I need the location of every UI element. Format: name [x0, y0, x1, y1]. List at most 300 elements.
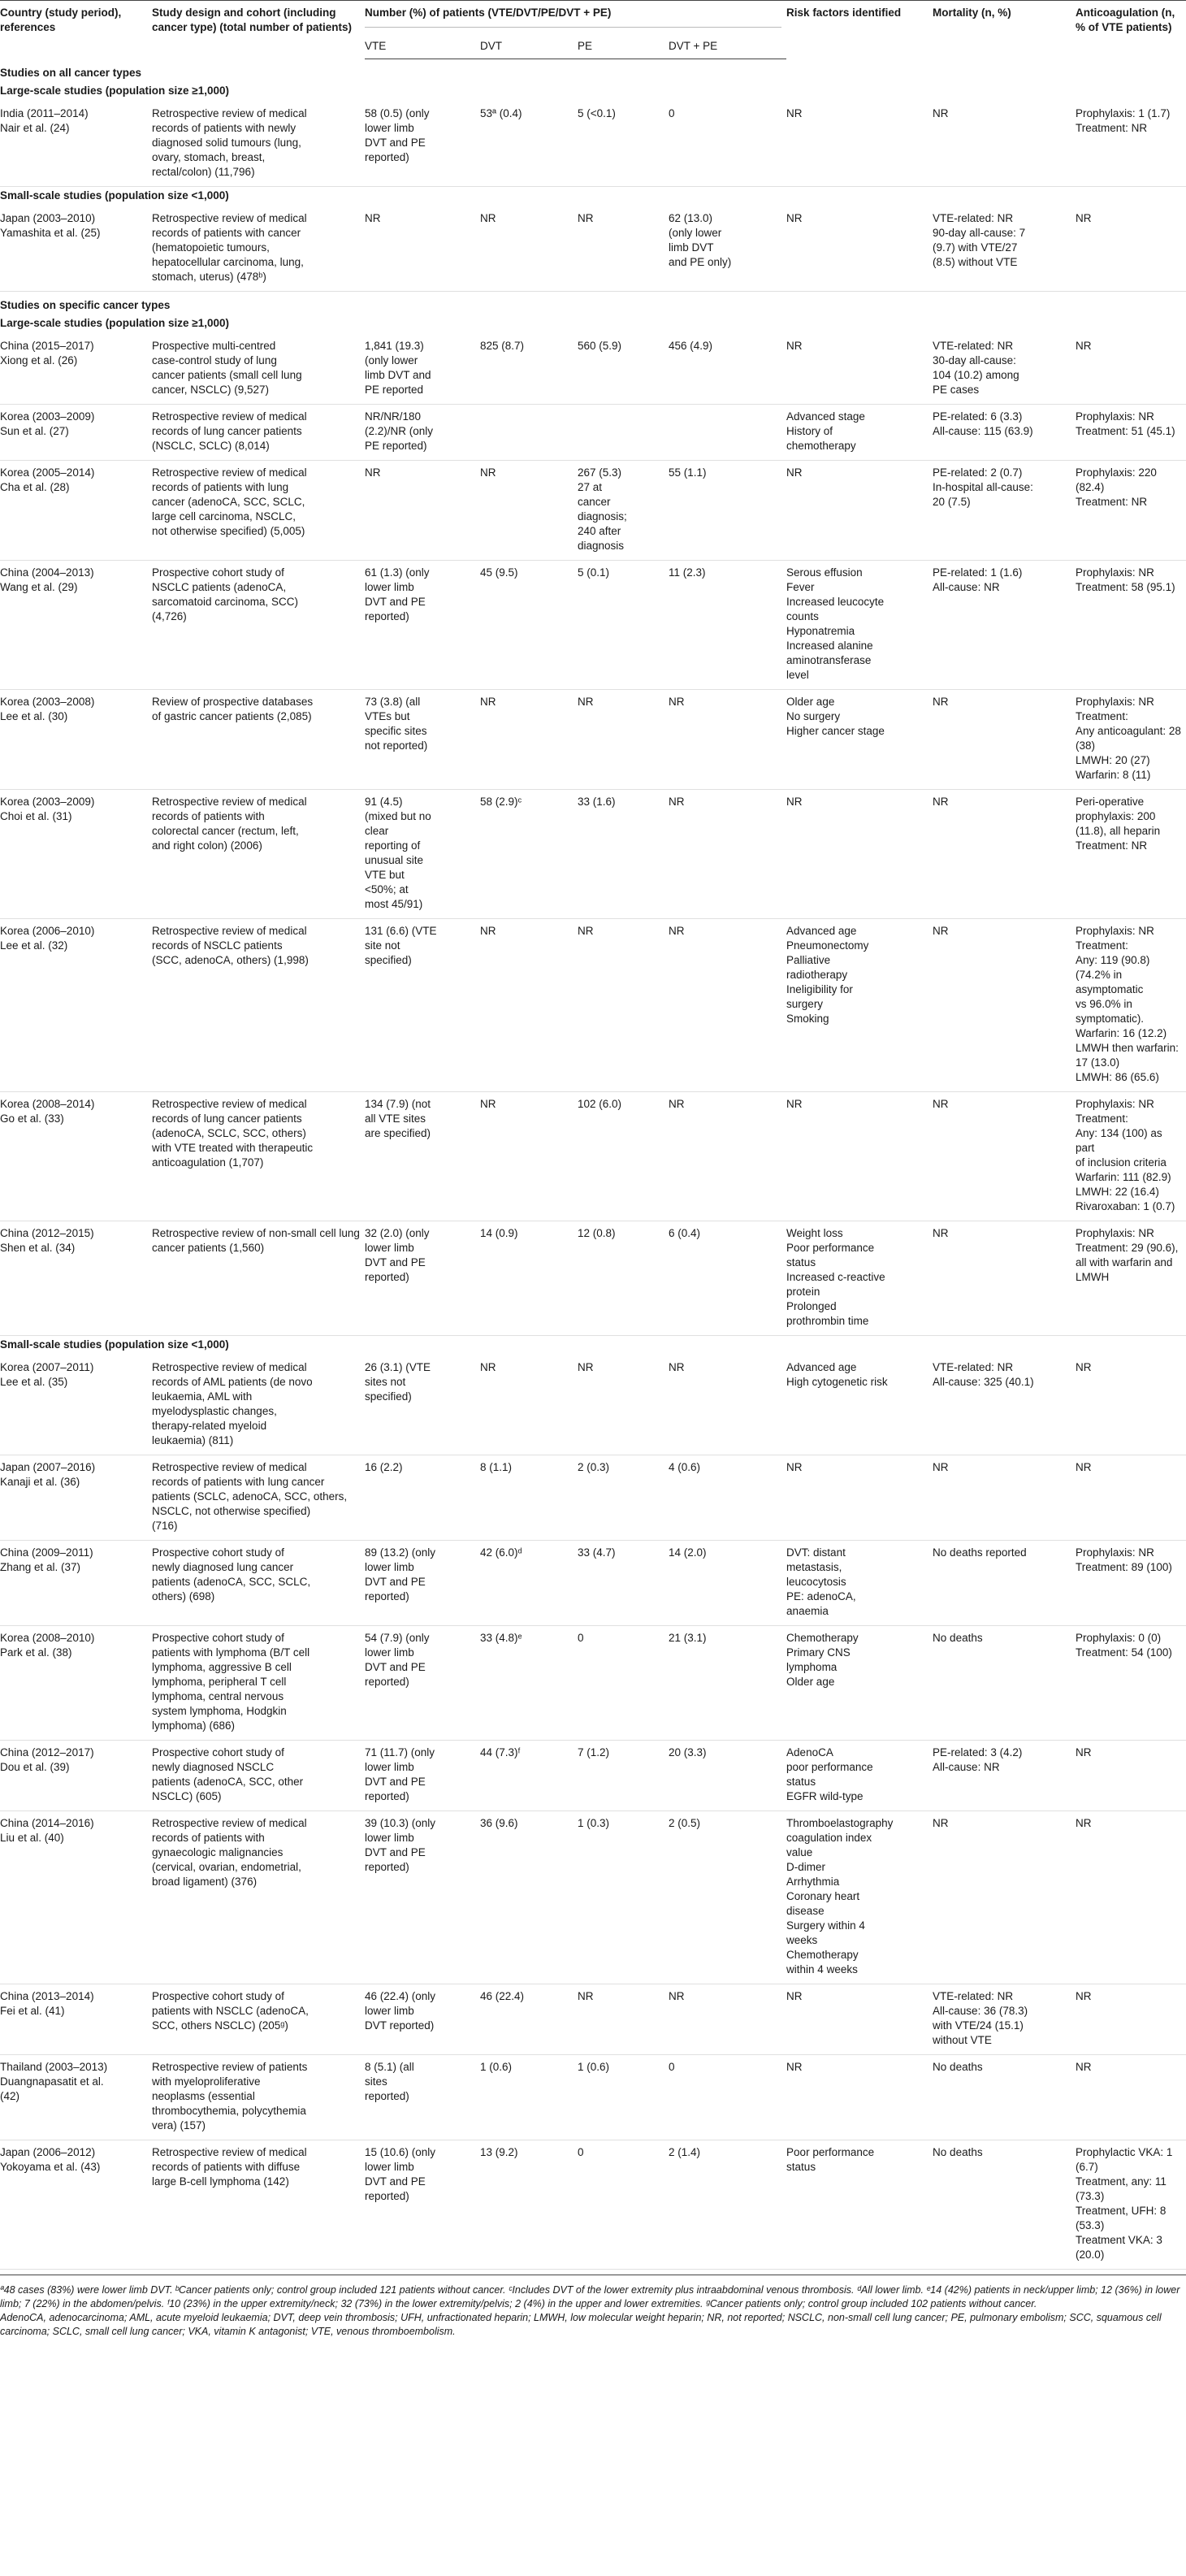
cell-design	[152, 1455, 365, 1541]
cell-line: Increased leucocyte	[786, 596, 885, 608]
cell-line: Shen et al. (34)	[0, 1242, 76, 1254]
col-header-risk: Risk factors identified	[786, 1, 933, 59]
cell-line: case-control study of lung	[152, 354, 277, 366]
cell-line: No deaths reported	[933, 1546, 1027, 1559]
cell-line: Chemotherapy	[786, 1949, 859, 1961]
cell-mortality	[933, 1092, 1076, 1221]
cell-line: Treatment: NR	[1076, 496, 1148, 508]
cell-mortality	[933, 461, 1076, 561]
cell-line: Ineligibility for	[786, 983, 853, 995]
col-header-country: Country (study period), references	[0, 1, 152, 59]
header-row	[0, 1, 1186, 35]
cell-line: all VTE sites	[365, 1112, 426, 1125]
subsection-title: Small-scale studies (population size <1,000)	[0, 189, 229, 202]
cell-line: China (2012–2015)	[0, 1227, 94, 1239]
cell-line: (only lower	[669, 227, 722, 239]
cell-line: all with warfarin and	[1076, 1256, 1173, 1268]
cell-line: 58 (0.5) (only	[365, 107, 430, 119]
cell-line: neoplasms (essential	[152, 2090, 255, 2102]
cell-line: DVT and PE	[365, 137, 426, 149]
cell-line: Park et al. (38)	[0, 1646, 72, 1659]
cell-anticoag	[1076, 919, 1186, 1092]
cell-line: NR	[365, 466, 381, 479]
cell-line: China (2004–2013)	[0, 566, 94, 579]
cell-country	[0, 561, 152, 690]
footnote: AdenoCA, adenocarcinoma; AML, acute myeloid leukaemia; DVT, deep vein thrombosis; UFH, unfractionated heparin; LMWH, low molecular weight heparin; NR, not reported; NSCLC, non-small cell lung cancer; PE, pulmonary embolism; SCC, squamous cell carcinoma; SCLC, small cell lung cancer; VKA, vitamin K antagonist; VTE, venous thromboembolism.	[0, 2312, 1162, 2337]
cell-country	[0, 334, 152, 405]
cell-line: Surgery within 4	[786, 1919, 865, 1932]
cell-dvtpe	[669, 790, 786, 919]
cell-line: lower limb	[365, 1832, 414, 1844]
col-header-design: Study design and cohort (including cancer type) (total number of patients)	[152, 1, 365, 59]
cell-line: Nair et al. (24)	[0, 122, 70, 134]
cell-mortality	[933, 334, 1076, 405]
cell-line: Retrospective review of medical	[152, 925, 307, 937]
subheader-pe: PE	[578, 34, 669, 59]
cell-line: VTE-related: NR	[933, 212, 1014, 224]
cell-line: Korea (2005–2014)	[0, 466, 95, 479]
cell-line: VTE-related: NR	[933, 340, 1014, 352]
cell-line: Warfarin: 8 (11)	[1076, 769, 1151, 781]
cell-line: Retrospective review of medical	[152, 466, 307, 479]
cell-anticoag	[1076, 1984, 1186, 2055]
cell-line: NR	[578, 212, 594, 224]
cell-risk	[786, 1541, 933, 1626]
cell-line: 91 (4.5)	[365, 796, 403, 808]
cell-line: records of AML patients (de novo	[152, 1376, 313, 1388]
cell-line: level	[786, 669, 809, 681]
cell-line: DVT and PE	[365, 1846, 426, 1858]
cell-line: specific sites	[365, 725, 427, 737]
cell-line: NR	[480, 1098, 496, 1110]
cell-line: (42)	[0, 2090, 20, 2102]
cell-line: 1 (0.3)	[578, 1817, 610, 1829]
cell-risk	[786, 919, 933, 1092]
cell-line: No surgery	[786, 710, 841, 722]
cell-line: (mixed but no	[365, 810, 431, 822]
cell-line: VTE but	[365, 869, 405, 881]
cell-line: 1 (0.6)	[578, 2061, 610, 2073]
table-row	[0, 334, 1186, 405]
cell-line: All-cause: NR	[933, 581, 1000, 593]
cell-line: records of patients with lung	[152, 481, 289, 493]
cell-line: reported)	[365, 1676, 409, 1688]
cell-pe	[578, 405, 669, 461]
cell-dvtpe	[669, 2055, 786, 2140]
cell-line: NR	[578, 696, 594, 708]
cell-line: ovary, stomach, breast,	[152, 151, 266, 163]
cell-line: 44 (7.3)ᶠ	[480, 1746, 521, 1759]
cell-dvt	[480, 334, 578, 405]
cell-country	[0, 1541, 152, 1626]
subsection-heading	[0, 187, 1186, 207]
cell-line: DVT and PE	[365, 596, 426, 608]
cell-line: Retrospective review of medical	[152, 1461, 307, 1473]
cell-line: Weight loss	[786, 1227, 843, 1239]
cell-line: records of lung cancer patients	[152, 1112, 302, 1125]
cell-design	[152, 1092, 365, 1221]
cell-design	[152, 334, 365, 405]
cell-anticoag	[1076, 1811, 1186, 1984]
cell-line: thrombocythemia, polycythemia	[152, 2105, 306, 2117]
cell-line: Treatment: 58 (95.1)	[1076, 581, 1175, 593]
cell-line: PE cases	[933, 384, 980, 396]
cell-line: sites	[365, 2075, 387, 2088]
cell-line: DVT and PE	[365, 1776, 426, 1788]
cell-line: Treatment:	[1076, 710, 1128, 722]
cell-mortality	[933, 690, 1076, 790]
table-row	[0, 1455, 1186, 1541]
cell-line: Poor performance	[786, 1242, 875, 1254]
cell-line: Treatment: 54 (100)	[1076, 1646, 1172, 1659]
cell-line: 55 (1.1)	[669, 466, 707, 479]
cell-line: Treatment, any: 11	[1076, 2175, 1167, 2188]
cell-line: anticoagulation (1,707)	[152, 1156, 264, 1169]
cell-line: Rivaroxaban: 1 (0.7)	[1076, 1200, 1175, 1212]
cell-vte	[365, 1355, 480, 1455]
cell-mortality	[933, 561, 1076, 690]
cell-line: Advanced age	[786, 925, 857, 937]
cell-country	[0, 1355, 152, 1455]
cell-pe	[578, 2140, 669, 2270]
cell-risk	[786, 334, 933, 405]
cell-line: poor performance	[786, 1761, 873, 1773]
cell-line: LMWH: 22 (16.4)	[1076, 1186, 1159, 1198]
cell-mortality	[933, 102, 1076, 187]
cell-line: are specified)	[365, 1127, 431, 1139]
table-row	[0, 2055, 1186, 2140]
cell-line: 14 (2.0)	[669, 1546, 707, 1559]
cell-line: 53ª (0.4)	[480, 107, 522, 119]
cell-dvt	[480, 690, 578, 790]
cell-line: prophylaxis: 200	[1076, 810, 1156, 822]
cell-line: EGFR wild-type	[786, 1790, 864, 1802]
cell-dvtpe	[669, 1626, 786, 1741]
cell-dvtpe	[669, 919, 786, 1092]
cell-mortality	[933, 1626, 1076, 1741]
table-row	[0, 1984, 1186, 2055]
cell-line: NR	[480, 1361, 496, 1373]
cell-line: counts	[786, 610, 819, 622]
cell-line: 62 (13.0)	[669, 212, 713, 224]
cell-line: and right colon) (2006)	[152, 839, 262, 852]
cell-anticoag	[1076, 1221, 1186, 1336]
cell-line: 104 (10.2) among	[933, 369, 1019, 381]
cell-pe	[578, 919, 669, 1092]
cell-risk	[786, 1092, 933, 1221]
cell-line: broad ligament) (376)	[152, 1876, 258, 1888]
cell-dvtpe	[669, 461, 786, 561]
cell-line: 46 (22.4)	[480, 1990, 525, 2002]
cell-line: Any anticoagulant: 28	[1076, 725, 1181, 737]
cell-line: NR	[933, 696, 949, 708]
cell-line: NR	[669, 925, 685, 937]
subheader-vte: VTE	[365, 34, 480, 59]
cell-line: Prospective multi-centred	[152, 340, 276, 352]
cell-line: (11.8), all heparin	[1076, 825, 1161, 837]
cell-line: NR	[786, 107, 803, 119]
cell-line: status	[786, 1776, 816, 1788]
cell-line: (8.5) without VTE	[933, 256, 1018, 268]
cell-line: lymphoma) (686)	[152, 1720, 236, 1732]
cell-risk	[786, 1455, 933, 1541]
cell-line: China (2014–2016)	[0, 1817, 94, 1829]
cell-line: 32 (2.0) (only	[365, 1227, 430, 1239]
cell-line: NR	[933, 925, 949, 937]
cell-line: reported)	[365, 2090, 409, 2102]
cell-line: (73.3)	[1076, 2190, 1105, 2202]
cell-vte	[365, 1626, 480, 1741]
cell-line: PE-related: 3 (4.2)	[933, 1746, 1023, 1759]
cell-design	[152, 206, 365, 292]
cell-anticoag	[1076, 690, 1186, 790]
cell-mortality	[933, 1455, 1076, 1541]
cell-dvt	[480, 1092, 578, 1221]
cell-line: NSCLC) (605)	[152, 1790, 222, 1802]
cell-line: (hematopoietic tumours,	[152, 241, 270, 254]
cell-line: DVT and PE	[365, 1576, 426, 1588]
cell-line: PE-related: 1 (1.6)	[933, 566, 1023, 579]
cell-line: 39 (10.3) (only	[365, 1817, 436, 1829]
cell-line: metastasis,	[786, 1561, 842, 1573]
subsection-heading	[0, 1336, 1186, 1356]
cell-dvt	[480, 1811, 578, 1984]
cell-line: 54 (7.9) (only	[365, 1632, 430, 1644]
cell-line: and PE only)	[669, 256, 732, 268]
cell-line: NR	[786, 1098, 803, 1110]
cell-line: VTEs but	[365, 710, 410, 722]
cell-design	[152, 102, 365, 187]
cell-line: Treatment: NR	[1076, 839, 1148, 852]
cell-design	[152, 1741, 365, 1811]
cell-line: patients (SCLC, adenoCA, SCC, others,	[152, 1490, 348, 1503]
cell-vte	[365, 1455, 480, 1541]
cell-line: NR	[480, 696, 496, 708]
cell-dvtpe	[669, 1811, 786, 1984]
cell-line: (716)	[152, 1520, 178, 1532]
cell-dvtpe	[669, 690, 786, 790]
cell-dvt	[480, 206, 578, 292]
cell-line: 33 (4.7)	[578, 1546, 616, 1559]
cell-line: D-dimer	[786, 1861, 826, 1873]
cell-line: records of patients with	[152, 1832, 265, 1844]
cell-line: NR	[1076, 1817, 1092, 1829]
section-heading	[0, 292, 1186, 315]
cell-line: NR	[933, 1461, 949, 1473]
cell-line: All-cause: 115 (63.9)	[933, 425, 1033, 437]
cell-line: (4,726)	[152, 610, 187, 622]
cell-line: No deaths	[933, 2061, 983, 2073]
cell-line: (20.0)	[1076, 2249, 1105, 2261]
cell-country	[0, 1741, 152, 1811]
cell-line: reported)	[365, 610, 409, 622]
cell-anticoag	[1076, 1092, 1186, 1221]
cell-dvt	[480, 1626, 578, 1741]
cell-line: Hyponatremia	[786, 625, 855, 637]
cell-vte	[365, 461, 480, 561]
cell-risk	[786, 1355, 933, 1455]
cell-line: LMWH: 86 (65.6)	[1076, 1071, 1159, 1083]
cell-line: newly diagnosed NSCLC	[152, 1761, 275, 1773]
table-row	[0, 206, 1186, 292]
cell-line: lower limb	[365, 2005, 414, 2017]
cell-pe	[578, 1984, 669, 2055]
cell-line: cancer patients (small cell lung	[152, 369, 302, 381]
cell-design	[152, 561, 365, 690]
cell-line: 5 (<0.1)	[578, 107, 616, 119]
cell-line: lymphoma, central nervous	[152, 1690, 284, 1702]
cell-line: 20 (7.5)	[933, 496, 971, 508]
cell-line: VTE-related: NR	[933, 1990, 1014, 2002]
cell-line: Lee et al. (35)	[0, 1376, 68, 1388]
cell-vte	[365, 405, 480, 461]
cell-mortality	[933, 1355, 1076, 1455]
cell-line: records of NSCLC patients	[152, 939, 283, 952]
cell-line: 90-day all-cause: 7	[933, 227, 1026, 239]
cell-line: NR	[786, 1461, 803, 1473]
cell-line: Lee et al. (32)	[0, 939, 68, 952]
cell-line: 73 (3.8) (all	[365, 696, 421, 708]
cell-line: NR	[669, 796, 685, 808]
cell-pe	[578, 2055, 669, 2140]
cell-line: PE reported)	[365, 440, 427, 452]
cell-pe	[578, 1355, 669, 1455]
cell-line: NR	[669, 1990, 685, 2002]
cell-country	[0, 1221, 152, 1336]
cell-pe	[578, 790, 669, 919]
cell-line: PE: adenoCA,	[786, 1590, 856, 1602]
cell-line: 1 (0.6)	[480, 2061, 513, 2073]
cell-line: Korea (2003–2009)	[0, 410, 95, 423]
cell-line: hepatocellular carcinoma, lung,	[152, 256, 304, 268]
cell-line: Increased alanine	[786, 640, 873, 652]
cell-line: 11 (2.3)	[669, 566, 706, 579]
cell-line: PE-related: 2 (0.7)	[933, 466, 1023, 479]
cell-line: Go et al. (33)	[0, 1112, 64, 1125]
cell-line: Japan (2006–2012)	[0, 2146, 96, 2158]
cell-line: weeks	[786, 1934, 818, 1946]
cell-line: 58 (2.9)ᶜ	[480, 796, 522, 808]
cell-country	[0, 2055, 152, 2140]
cell-line: protein	[786, 1286, 820, 1298]
cell-line: LMWH then warfarin:	[1076, 1042, 1179, 1054]
cell-line: without VTE	[933, 2034, 992, 2046]
cell-line: NR	[1076, 212, 1092, 224]
cell-design	[152, 461, 365, 561]
cell-line: 30-day all-cause:	[933, 354, 1016, 366]
cell-line: Thromboelastography	[786, 1817, 894, 1829]
cell-line: DVT reported)	[365, 2019, 435, 2032]
cell-dvt	[480, 561, 578, 690]
cell-line: most 45/91)	[365, 898, 423, 910]
cell-line: prothrombin time	[786, 1315, 869, 1327]
cell-mortality	[933, 2140, 1076, 2270]
cell-line: with VTE treated with therapeutic	[152, 1142, 314, 1154]
cell-line: NR/NR/180	[365, 410, 422, 423]
cell-risk	[786, 1811, 933, 1984]
cell-line: Duangnapasatit et al.	[0, 2075, 104, 2088]
cell-pe	[578, 461, 669, 561]
cell-anticoag	[1076, 461, 1186, 561]
cell-line: stomach, uterus) (478ᵇ)	[152, 271, 266, 283]
cell-vte	[365, 1741, 480, 1811]
cell-line: records of lung cancer patients	[152, 425, 302, 437]
cell-line: NR	[786, 466, 803, 479]
cell-line: lower limb	[365, 1646, 414, 1659]
cell-mortality	[933, 1741, 1076, 1811]
cell-line: Prospective cohort study of	[152, 566, 284, 579]
cell-vte	[365, 1811, 480, 1984]
cell-line: colorectal cancer (rectum, left,	[152, 825, 299, 837]
cell-line: 267 (5.3)	[578, 466, 622, 479]
col-header-number-label: Number (%) of patients (VTE/DVT/PE/DVT + PE)	[365, 6, 781, 28]
cell-design	[152, 1811, 365, 1984]
col-header-number	[365, 1, 786, 35]
cell-line: 45 (9.5)	[480, 566, 518, 579]
subsection-heading	[0, 314, 1186, 334]
cell-country	[0, 405, 152, 461]
cell-pe	[578, 1811, 669, 1984]
cell-dvt	[480, 461, 578, 561]
cell-dvt	[480, 1355, 578, 1455]
cell-line: China (2012–2017)	[0, 1746, 94, 1759]
cell-line: reported)	[365, 1861, 409, 1873]
cell-line: Treatment, UFH: 8	[1076, 2205, 1167, 2217]
cell-dvt	[480, 2140, 578, 2270]
cell-line: Older age	[786, 1676, 835, 1688]
cell-line: chemotherapy	[786, 440, 856, 452]
cell-line: NR	[669, 1361, 685, 1373]
cell-pe	[578, 1455, 669, 1541]
cell-line: Yamashita et al. (25)	[0, 227, 101, 239]
cell-line: Treatment:	[1076, 939, 1128, 952]
cell-line: records of patients with diffuse	[152, 2161, 301, 2173]
cell-line: leukaemia, AML with	[152, 1390, 253, 1403]
cell-line: cancer	[578, 496, 611, 508]
cell-line: asymptomatic	[1076, 983, 1144, 995]
col-header-mortality: Mortality (n, %)	[933, 1, 1076, 59]
cell-line: 0	[578, 1632, 584, 1644]
cell-line: Thailand (2003–2013)	[0, 2061, 108, 2073]
cell-risk	[786, 1221, 933, 1336]
cell-line: China (2015–2017)	[0, 340, 94, 352]
cell-pe	[578, 1626, 669, 1741]
cell-line: NR	[933, 796, 949, 808]
cell-country	[0, 461, 152, 561]
cell-line: Advanced age	[786, 1361, 857, 1373]
cell-line: site not	[365, 939, 400, 952]
cell-line: Retrospective review of medical	[152, 212, 307, 224]
table-body	[0, 59, 1186, 2270]
cell-line: Retrospective review of medical	[152, 1361, 307, 1373]
cell-line: NSCLC patients (adenoCA,	[152, 581, 287, 593]
cell-anticoag	[1076, 1355, 1186, 1455]
cell-anticoag	[1076, 561, 1186, 690]
cell-line: 0	[669, 2061, 675, 2073]
cell-line: 456 (4.9)	[669, 340, 713, 352]
cell-line: DVT: distant	[786, 1546, 846, 1559]
cell-risk	[786, 405, 933, 461]
cell-line: Japan (2003–2010)	[0, 212, 96, 224]
cell-line: (adenoCA, SCLC, SCC, others)	[152, 1127, 306, 1139]
cell-line: Kanaji et al. (36)	[0, 1476, 80, 1488]
cell-line: lymphoma, peripheral T cell	[152, 1676, 287, 1688]
cell-line: NR	[786, 796, 803, 808]
cell-country	[0, 2140, 152, 2270]
cell-line: reported)	[365, 1590, 409, 1602]
cell-line: Warfarin: 16 (12.2)	[1076, 1027, 1167, 1039]
cell-line: 71 (11.7) (only	[365, 1746, 435, 1759]
